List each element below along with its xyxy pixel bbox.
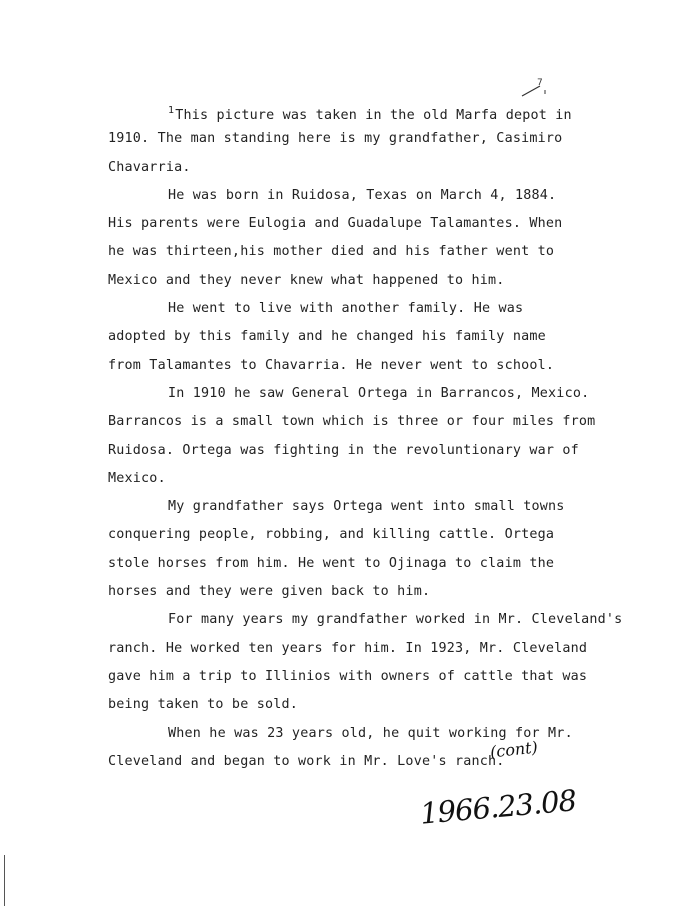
text-line: from Talamantes to Chavarria. He never went to school. xyxy=(108,357,555,373)
footnote-marker: 1 xyxy=(168,105,175,116)
text-line: His parents were Eulogia and Guadalupe Talamantes. When xyxy=(108,216,563,232)
text-line: He was born in Ruidosa, Texas on March 4, 1884. xyxy=(168,187,557,203)
svg-text:7: 7 xyxy=(537,78,543,88)
text-line: $^1$This picture was taken in the old Marfa depot in xyxy=(168,105,572,123)
text-line: He went to live with another family. He was xyxy=(168,301,524,317)
text-line: being taken to be sold. xyxy=(108,697,299,713)
text-line: horses and they were given back to him. xyxy=(108,584,431,600)
text-line: stole horses from him. He went to Ojinaga to claim the xyxy=(108,555,555,571)
text-line: gave him a trip to Illinios with owners of cattle that was xyxy=(108,668,588,684)
text-line: My grandfather says Ortega went into small towns xyxy=(168,499,565,515)
text-line: Mexico. xyxy=(108,470,166,486)
handwritten-accession-number: 1966.23.08 xyxy=(418,783,578,831)
text-line: Cleveland and began to work in Mr. Love's ranch. xyxy=(108,753,505,769)
text-line: When he was 23 years old, he quit working for Mr. xyxy=(168,725,573,741)
text-line: Ruidosa. Ortega was fighting in the revoluntionary war of xyxy=(108,442,579,458)
scan-edge-line xyxy=(4,855,5,906)
text-line: 1910. The man standing here is my grandfather, Casimiro xyxy=(108,131,563,147)
text-line: Chavarria. xyxy=(108,159,191,175)
text-line: In 1910 he saw General Ortega in Barrancos, Mexico. xyxy=(168,385,590,401)
text-line: adopted by this family and he changed his family name xyxy=(108,329,546,345)
text-line: he was thirteen,his mother died and his father went to xyxy=(108,244,555,260)
handwritten-continued-note: (cont) xyxy=(489,737,539,762)
typed-text xyxy=(108,97,628,776)
text-line: ranch. He worked ten years for him. In 1923, Mr. Cleveland xyxy=(108,640,588,656)
text-line: conquering people, robbing, and killing cattle. Ortega xyxy=(108,527,555,543)
text-line: Barrancos is a small town which is three or four miles from xyxy=(108,414,596,430)
text-line: For many years my grandfather worked in Mr. Cleveland's xyxy=(168,612,623,628)
text-line: Mexico and they never knew what happened to him. xyxy=(108,272,505,288)
